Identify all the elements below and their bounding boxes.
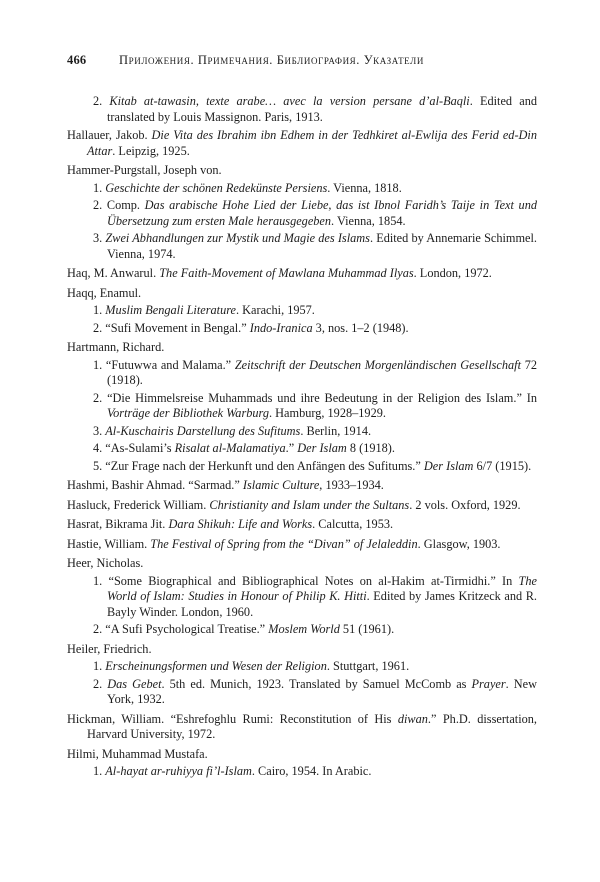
italic-title: Das Gebet — [107, 676, 162, 691]
italic-title: Vorträge der Bibliothek Warburg — [107, 406, 270, 420]
entry-heading: Hashmi, Bashir Ahmad. “Sarmad.” Islamic Culture, 1933–1934. — [67, 478, 384, 492]
bibliography-subitem: 4. “As-Sulami’s Risalat al-Malamatiya.” Der Islam 8 (1918). — [93, 441, 395, 455]
entry-heading: Heer, Nicholas. — [67, 556, 144, 570]
bibliography-entry — [67, 128, 537, 159]
bibliography-entry — [67, 517, 537, 533]
entry-heading: Hallauer, Jakob. Die Vita des Ibrahim ibn Edhem in der Tedhkiret al-Ewlija des Ferid ed-Din Attar. Leipzig, 1925. — [67, 128, 537, 158]
entry-heading: Hammer-Purgstall, Joseph von. — [67, 163, 222, 177]
italic-title: Indo-Iranica — [249, 320, 313, 335]
bibliography-subitem: 2. “Die Himmelsreise Muhammads und ihre Bedeutung in der Religion des Islam.” In Vorträge der Bibliothek Warburg. Hamburg, 1928–1929. — [93, 390, 537, 420]
italic-title: Erscheinungsformen und Wesen der Religion — [105, 659, 327, 673]
italic-title: Das arabische Hohe Lied der Liebe, das ist Ibnol Faridh’s Taije in Text und Übersetzung zum ersten Male herausgegeben — [107, 198, 538, 228]
entry-heading: Hilmi, Muhammad Mustafa. — [67, 746, 208, 761]
bibliography-entry — [67, 747, 537, 780]
italic-title: Moslem World — [268, 622, 340, 636]
bibliography-entry — [67, 478, 537, 494]
italic-title: The World of Islam: Studies in Honour of Philip K. Hitti — [107, 573, 537, 603]
bibliography-subitem: 1. “Some Biographical and Bibliographical Notes on al-Hakim at-Tirmidhi.” In The World of Islam: Studies in Honour of Philip K. Hitti. Edited by James Kritzeck and R. Bayly Winder. London, 1960. — [93, 573, 537, 619]
entry-heading: Hasluck, Frederick William. Christianity and Islam under the Sultans. 2 vols. Oxford, 1929. — [67, 497, 521, 512]
italic-title: Al-Kuschairis Darstellung des Sufitums — [105, 423, 301, 438]
italic-title: The Faith-Movement of Mawlana Muhammad Ilyas — [159, 266, 414, 280]
bibliography-subitem: 1. Erscheinungsformen und Wesen der Religion. Stuttgart, 1961. — [93, 659, 410, 673]
italic-title: diwan — [397, 711, 428, 726]
bibliography-entry — [67, 266, 537, 282]
entry-heading: Hartmann, Richard. — [67, 340, 165, 354]
bibliography-entry — [67, 163, 537, 262]
bibliography-subitem: 1. “Futuwwa and Malama.” Zeitschrift der Deutschen Morgenländischen Gesellschaft 72 (1918). — [93, 357, 538, 387]
bibliography-subitem: 5. “Zur Frage nach der Herkunft und den Anfängen des Sufitums.” Der Islam 6/7 (1915). — [93, 458, 532, 473]
bibliography-subitem: 1. Muslim Bengali Literature. Karachi, 1957. — [93, 303, 315, 317]
italic-title: Islamic Culture — [242, 478, 320, 492]
italic-title: Prayer — [471, 676, 506, 691]
bibliography-entry — [67, 556, 537, 638]
italic-title: Zeitschrift der Deutschen Morgenländischen Gesellschaft — [234, 357, 522, 372]
entry-heading: Haqq, Enamul. — [67, 285, 142, 300]
italic-title: Geschichte der schönen Redekünste Persiens — [105, 180, 328, 195]
bibliography-subitem: 3. Zwei Abhandlungen zur Mystik und Magie des Islams. Edited by Annemarie Schimmel. Vienna, 1974. — [93, 231, 538, 261]
bibliography-subitem: 2. Kitab at-tawasin, texte arabe… avec la version persane d’al-Baqli. Edited and translated by Louis Massignon. Paris, 1913. — [93, 94, 538, 124]
entry-heading: Hasrat, Bikrama Jit. Dara Shikuh: Life and Works. Calcutta, 1953. — [67, 517, 394, 531]
running-head-title: Приложения. Примечания. Библиография. Указатели — [119, 53, 424, 67]
italic-title: Der Islam — [423, 458, 474, 473]
bibliography-list — [67, 92, 537, 784]
bibliography-entry — [67, 712, 537, 743]
entry-heading: Hickman, William. “Eshrefoghlu Rumi: Reconstitution of His diwan.” Ph.D. dissertation, Harvard University, 1972. — [67, 711, 538, 741]
page-number: 466 — [67, 53, 87, 67]
running-head — [67, 53, 537, 68]
bibliography-subitem: 1. Al-hayat ar-ruhiyya fi’l-Islam. Cairo, 1954. In Arabic. — [93, 764, 372, 778]
bibliography-subitem: 1. Geschichte der schönen Redekünste Persiens. Vienna, 1818. — [93, 180, 402, 195]
italic-title: Zwei Abhandlungen zur Mystik und Magie des Islams — [105, 231, 370, 245]
bibliography-subitem: 2. “Sufi Movement in Bengal.” Indo-Iranica 3, nos. 1–2 (1948). — [93, 320, 409, 335]
italic-title: Muslim Bengali Literature — [105, 303, 236, 317]
bibliography-subitem: 3. Al-Kuschairis Darstellung des Sufitums. Berlin, 1914. — [93, 423, 372, 438]
bibliography-entry — [67, 642, 537, 708]
italic-title: Die Vita des Ibrahim ibn Edhem in der Tedhkiret al-Ewlija des Ferid ed-Din Attar — [87, 128, 537, 158]
bibliography-entry — [67, 498, 537, 514]
italic-title: Al-hayat ar-ruhiyya fi’l-Islam — [105, 764, 252, 778]
bibliography-entry — [67, 537, 537, 553]
bibliography-subitem: 2. “A Sufi Psychological Treatise.” Moslem World 51 (1961). — [93, 622, 395, 636]
italic-title: The Festival of Spring from the “Divan” of Jelaleddin — [150, 536, 418, 551]
bibliography-subitem: 2. Das Gebet. 5th ed. Munich, 1923. Translated by Samuel McComb as Prayer. New York, 1932. — [93, 676, 537, 706]
entry-heading: Haq, M. Anwarul. The Faith-Movement of Mawlana Muhammad Ilyas. London, 1972. — [67, 266, 492, 280]
italic-title: Der Islam — [297, 441, 347, 455]
entry-heading: Heiler, Friedrich. — [67, 641, 152, 656]
italic-title: Risalat al-Malamatiya — [174, 441, 286, 455]
italic-title: Christianity and Islam under the Sultans — [209, 497, 410, 512]
bibliography-entry — [67, 340, 537, 474]
bibliography-entry — [67, 286, 537, 337]
italic-title: Kitab at-tawasin, texte arabe… avec la version persane d’al-Baqli — [109, 94, 470, 108]
continued-entry — [67, 94, 537, 125]
bibliography-subitem: 2. Comp. Das arabische Hohe Lied der Liebe, das ist Ibnol Faridh’s Taije in Text und Übersetzung zum ersten Male herausgegeben. Vienna, 1854. — [93, 198, 538, 228]
entry-heading: Hastie, William. The Festival of Spring from the “Divan” of Jelaleddin. Glasgow, 1903. — [67, 536, 501, 551]
italic-title: Dara Shikuh: Life and Works — [168, 517, 313, 531]
